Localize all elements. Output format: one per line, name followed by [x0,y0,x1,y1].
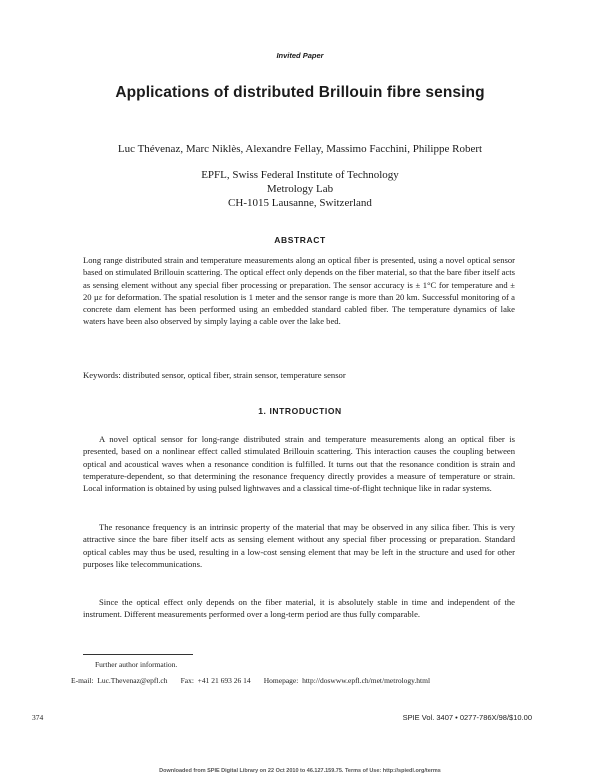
paper-title: Applications of distributed Brillouin fibre sensing [115,84,485,101]
introduction-heading: 1. INTRODUCTION [258,406,342,416]
abstract-heading: ABSTRACT [274,235,326,245]
page-number: 374 [32,713,44,722]
download-notice: Downloaded from SPIE Digital Library on 22 Oct 2010 to 46.127.159.75. Terms of Use: http://spiedl.org/terms [159,768,441,774]
invited-paper-label: Invited Paper [276,51,324,60]
affiliation-lab: Metrology Lab [266,183,334,195]
affiliation-address: CH-1015 Lausanne, Switzerland [228,197,372,209]
footnote-divider [83,654,193,655]
affiliation-institution: EPFL, Swiss Federal Institute of Technology [201,169,399,181]
affiliation-block [0,168,600,210]
intro-paragraph-2: The resonance frequency is an intrinsic property of the material that may be observed in any silica fiber. This is very attractive since the bare fiber itself acts as sensing element without any special fiber processing or preparation. Standard optical cables may thus be used, resulting in a low-cost sensing element that may be left in the structure and used for other purposes like telecommunications. [83,522,515,569]
keywords-line [83,369,515,381]
abstract-text: Long range distributed strain and temperature measurements along an optical fiber is presented, using a novel optical sensor based on stimulated Brillouin scattering. The optical effect only depends on the fiber material, so that the bare fiber itself acts as sensing element without any special fiber processing or preparation. The sensor accuracy is ± 1°C for temperature and ± 20 µε for deformation. The spatial resolution is 1 meter and the sensor range is more than 20 km. Successful monitoring of a concrete dam element has been performed using an embedded standard cabled fiber. The temperature dynamics of lake waters have been also observed by simply laying a cable over the lake bed. [83,255,515,327]
footnote-contact: E-mail: Luc.Thevenaz@epfl.ch Fax: +41 21 693 26 14 Homepage: http://doswww.epfl.ch/met/metrology.html [71,676,431,685]
intro-paragraph-1: A novel optical sensor for long-range distributed strain and temperature measurements along an optical fiber is presented, based on a nonlinear effect called stimulated Brillouin scattering. This interaction causes the coupling between optical and acoustical waves when a resonance condition is fulfilled. It turns out that the resonance condition is strain and temperature-dependent, so that determining the resonance frequency directly provides a measure of temperature or strain. Local information is obtained by using pulsed lightwaves and a classical time-of-flight technique like in radar systems. [83,434,515,494]
keywords-label: Keywords: [83,370,121,380]
intro-paragraph-3: Since the optical effect only depends on the fiber material, it is absolutely stable in time and independent of the instrument. Different measurements performed over a long-term period are thus fully comparable. [83,597,515,620]
footnote-author-info: Further author information. [95,660,178,669]
author-list: Luc Thévenaz, Marc Niklès, Alexandre Fellay, Massimo Facchini, Philippe Robert [117,143,483,155]
keywords-text: distributed sensor, optical fiber, strain sensor, temperature sensor [122,370,346,380]
journal-citation: SPIE Vol. 3407 • 0277-786X/98/$10.00 [402,713,532,722]
